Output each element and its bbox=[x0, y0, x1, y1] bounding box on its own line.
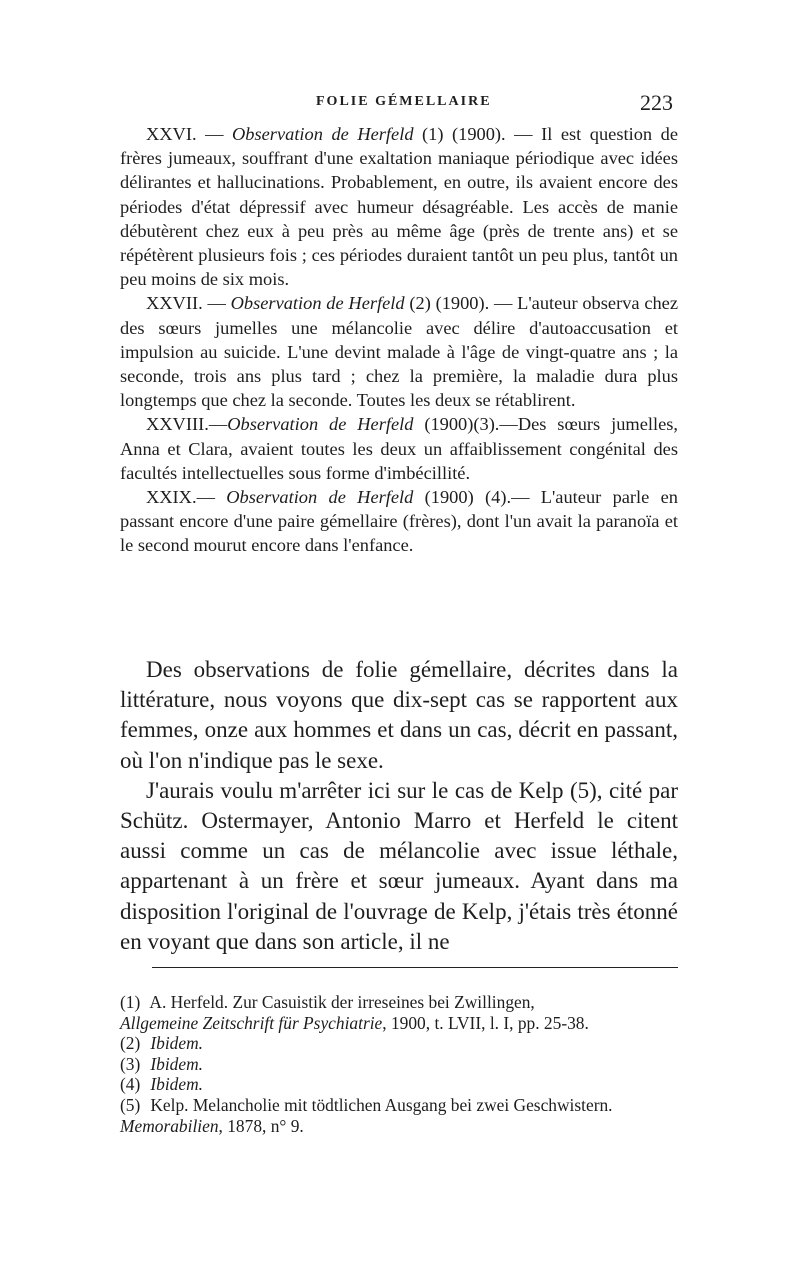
observation-ref: (1900) (4). bbox=[413, 487, 512, 508]
observation-numeral: XXVII. bbox=[146, 293, 203, 314]
footnote-3 bbox=[120, 1054, 678, 1075]
footnote-rule bbox=[152, 967, 678, 968]
observation-source: Observation de Herfeld bbox=[227, 414, 414, 435]
observation-ref: (2) (1900). bbox=[404, 293, 490, 314]
observations-section bbox=[120, 122, 678, 558]
footnote-mark: (2) bbox=[120, 1033, 141, 1054]
body-paragraph: Des observations de folie gémellaire, décrites dans la littérature, nous voyons que dix-sept cas se rapportent aux femmes, onze aux hommes et dans un cas, décrit en passant, où l'on n'indique pas le sexe. bbox=[120, 657, 678, 773]
footnote-mark: (1) bbox=[120, 992, 141, 1012]
footnote-1 bbox=[120, 992, 678, 1033]
observation-xxvi bbox=[120, 122, 678, 291]
footnote-italic: Ibidem. bbox=[150, 1074, 203, 1095]
observation-numeral: XXVI. bbox=[146, 124, 197, 144]
observation-ref: (1) (1900). bbox=[413, 124, 506, 144]
footnote-mark: (5) bbox=[120, 1094, 141, 1115]
observation-ref: (1900)(3). bbox=[413, 414, 500, 435]
observation-xxix bbox=[120, 485, 678, 558]
footnote-after: , 1900, t. LVII, l. I, pp. 25-38. bbox=[382, 1012, 589, 1033]
observation-text: — L'auteur observa chez des sœurs jumelles une mélancolie avec délire d'autoaccusation et impulsion au suicide. L'une devint malade à l'âge de vingt-quatre ans ; la seconde, trois ans plus tard ; chez la première, la maladie dura plus longtemps que chez la seconde. Toutes les deux se rétablirent. bbox=[120, 293, 679, 411]
page-number: 223 bbox=[640, 90, 673, 115]
running-head bbox=[0, 90, 800, 120]
footnote-after: , 1878, n° 9. bbox=[218, 1115, 304, 1136]
observation-dash: — bbox=[196, 124, 233, 144]
observation-numeral: XXVIII. bbox=[146, 414, 209, 435]
observation-text: — Il est question de frères jumeaux, souffrant d'une exaltation maniaque périodique avec idées délirantes et hallucinations. Probablement, en outre, ils avaient encore des périodes d'état dépressif avec humeur désagréable. Les accès de manie débutèrent chez eux à peu près au même âge (près de trente ans) et se répétèrent plusieurs fois ; ces périodes duraient tantôt un peu plus, tantôt un peu moins de six mois. bbox=[120, 124, 678, 290]
footnote-mark: (4) bbox=[120, 1074, 141, 1095]
observation-source: Observation de Herfeld bbox=[226, 487, 414, 508]
footnote-mark: (3) bbox=[120, 1053, 141, 1074]
running-title: FOLIE GÉMELLAIRE bbox=[316, 94, 492, 109]
footnote-italic: Allgemeine Zeitschrift für Psychiatrie bbox=[120, 1012, 383, 1033]
observation-source: Observation de Herfeld bbox=[232, 124, 414, 144]
main-text bbox=[120, 655, 678, 957]
observation-numeral: XXIX. bbox=[146, 487, 197, 508]
footnote-italic: Memorabilien bbox=[120, 1115, 219, 1136]
footnote-4 bbox=[120, 1074, 678, 1095]
observation-xxvii bbox=[120, 291, 678, 412]
footnote-italic: Ibidem. bbox=[150, 1033, 203, 1054]
footnote-5 bbox=[120, 1095, 678, 1136]
observation-dash: — bbox=[202, 293, 231, 314]
observation-dash: — bbox=[196, 487, 227, 508]
observation-xxviii bbox=[120, 412, 678, 485]
footnote-italic: Ibidem. bbox=[150, 1053, 203, 1074]
footnote-text: A. Herfeld. Zur Casuistik der irreseines bei Zwillingen, bbox=[146, 992, 535, 1012]
footnotes bbox=[120, 992, 678, 1136]
observation-text: —Des sœurs jumelles, Anna et Clara, avaient toutes les deux un affaiblissement congénital des facultés intellectuelles sous forme d'imbécillité. bbox=[120, 414, 679, 483]
observation-text: — L'auteur parle en passant encore d'une paire gémellaire (frères), dont l'un avait la paranoïa et le second mourut encore dans l'enfance. bbox=[120, 487, 678, 556]
footnote-2 bbox=[120, 1033, 678, 1054]
observation-source: Observation de Herfeld bbox=[230, 293, 405, 314]
observation-dash: — bbox=[208, 414, 228, 435]
footnote-text: Kelp. Melancholie mit tödtlichen Ausgang bei zwei Geschwistern. bbox=[146, 1094, 613, 1115]
body-paragraph: J'aurais voulu m'arrêter ici sur le cas de Kelp (5), cité par Schütz. Ostermayer, Antonio Marro et Herfeld le citent aussi comme un cas de mélancolie avec issue léthale, appartenant à un frère et sœur jumeaux. Ayant dans ma disposition l'original de l'ouvrage de Kelp, j'étais très étonné en voyant que dans son article, il ne bbox=[120, 777, 678, 954]
